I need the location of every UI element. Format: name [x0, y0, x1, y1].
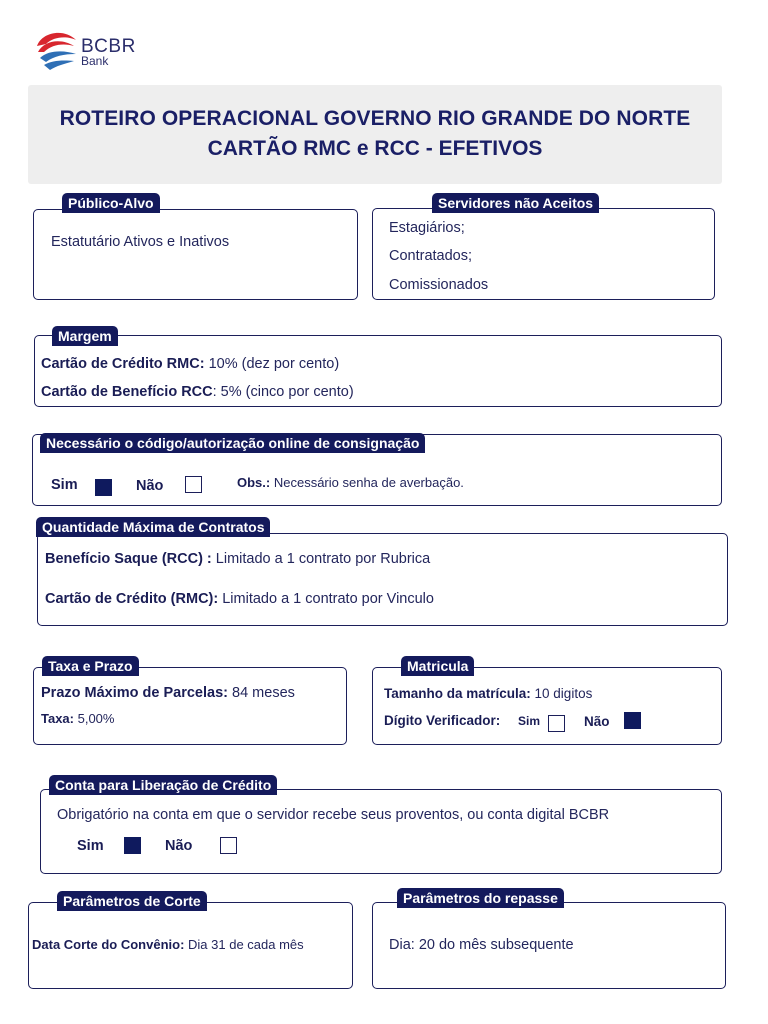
document-header	[28, 85, 722, 184]
corte-text	[32, 937, 304, 952]
taxa-taxa-value: 5,00%	[74, 711, 115, 726]
repasse-tag: Parâmetros do repasse	[397, 888, 564, 908]
matricula-tamanho-label: Tamanho da matrícula:	[384, 686, 531, 701]
codigo-obs	[237, 475, 464, 490]
taxa-prazo-label: Prazo Máximo de Parcelas:	[41, 685, 228, 701]
taxa-prazo-value: 84 meses	[227, 685, 295, 701]
conta-text: Obrigatório na conta em que o servidor recebe seus proventos, ou conta digital BCBR	[57, 807, 610, 823]
corte-value: Dia 31 de cada mês	[184, 937, 304, 952]
matricula-nao-checkbox[interactable]	[624, 712, 641, 729]
taxa-tag: Taxa e Prazo	[42, 656, 139, 676]
repasse-text: Dia: 20 do mês subsequente	[389, 937, 574, 953]
conta-tag: Conta para Liberação de Crédito	[49, 775, 277, 795]
servidores-item: Comissionados	[389, 277, 489, 293]
matricula-tamanho-value: 10 digitos	[530, 686, 593, 701]
codigo-obs-label: Obs.:	[237, 475, 271, 490]
codigo-sim-label: Sim	[51, 477, 78, 493]
conta-box	[40, 789, 722, 874]
contratos-rcc-label: Benefício Saque (RCC) :	[45, 551, 212, 567]
margem-rcc	[41, 384, 354, 400]
logo-subtitle: Bank	[81, 54, 109, 68]
matricula-box	[372, 667, 722, 745]
margem-tag: Margem	[52, 326, 118, 346]
margem-rcc-value: : 5% (cinco por cento)	[212, 384, 354, 400]
taxa-taxa-label: Taxa:	[41, 711, 74, 726]
bcbr-logo-icon	[34, 28, 80, 72]
conta-nao-label: Não	[165, 838, 193, 854]
logo-name: BCBR	[81, 36, 136, 57]
matricula-nao-label: Não	[584, 714, 610, 729]
servidores-item: Contratados;	[389, 248, 473, 264]
conta-nao-checkbox[interactable]	[220, 837, 237, 854]
corte-tag: Parâmetros de Corte	[57, 891, 207, 911]
contratos-box	[37, 533, 728, 626]
bank-logo	[34, 28, 144, 72]
margem-rmc	[41, 356, 339, 372]
contratos-rmc	[45, 591, 434, 607]
publico-alvo-box	[33, 209, 358, 300]
publico-alvo-text: Estatutário Ativos e Inativos	[51, 234, 230, 250]
matricula-sim-checkbox[interactable]	[548, 715, 565, 732]
margem-rmc-value: 10% (dez por cento)	[204, 356, 340, 372]
servidores-tag: Servidores não Aceitos	[432, 193, 599, 213]
corte-label: Data Corte do Convênio:	[32, 937, 185, 952]
servidores-item: Estagiários;	[389, 220, 465, 236]
margem-rmc-label: Cartão de Crédito RMC:	[41, 356, 205, 372]
document-subtitle: CARTÃO RMC e RCC - EFETIVOS	[207, 137, 543, 160]
codigo-nao-label: Não	[136, 478, 164, 494]
codigo-tag: Necessário o código/autorização online de consignação	[40, 433, 425, 453]
contratos-tag: Quantidade Máxima de Contratos	[36, 517, 270, 537]
contratos-rcc-value: Limitado a 1 contrato por Rubrica	[211, 551, 431, 567]
matricula-tamanho	[384, 686, 592, 701]
codigo-sim-checkbox[interactable]	[95, 479, 112, 496]
publico-alvo-tag: Público-Alvo	[62, 193, 160, 213]
taxa-taxa	[41, 711, 114, 726]
conta-sim-checkbox[interactable]	[124, 837, 141, 854]
matricula-sim-label: Sim	[518, 714, 541, 728]
conta-sim-label: Sim	[77, 838, 104, 854]
taxa-box	[33, 667, 347, 745]
contratos-rcc	[45, 551, 430, 567]
codigo-obs-text: Necessário senha de averbação.	[270, 475, 464, 490]
margem-rcc-label: Cartão de Benefício RCC	[41, 384, 213, 400]
taxa-prazo	[41, 685, 295, 701]
matricula-digito-label: Dígito Verificador:	[384, 713, 501, 728]
document-title: ROTEIRO OPERACIONAL GOVERNO RIO GRANDE DO NORTE	[59, 107, 691, 130]
matricula-tag: Matricula	[401, 656, 474, 676]
contratos-rmc-label: Cartão de Crédito (RMC):	[45, 591, 219, 607]
contratos-rmc-value: Limitado a 1 contrato por Vinculo	[218, 591, 434, 607]
codigo-nao-checkbox[interactable]	[185, 476, 202, 493]
